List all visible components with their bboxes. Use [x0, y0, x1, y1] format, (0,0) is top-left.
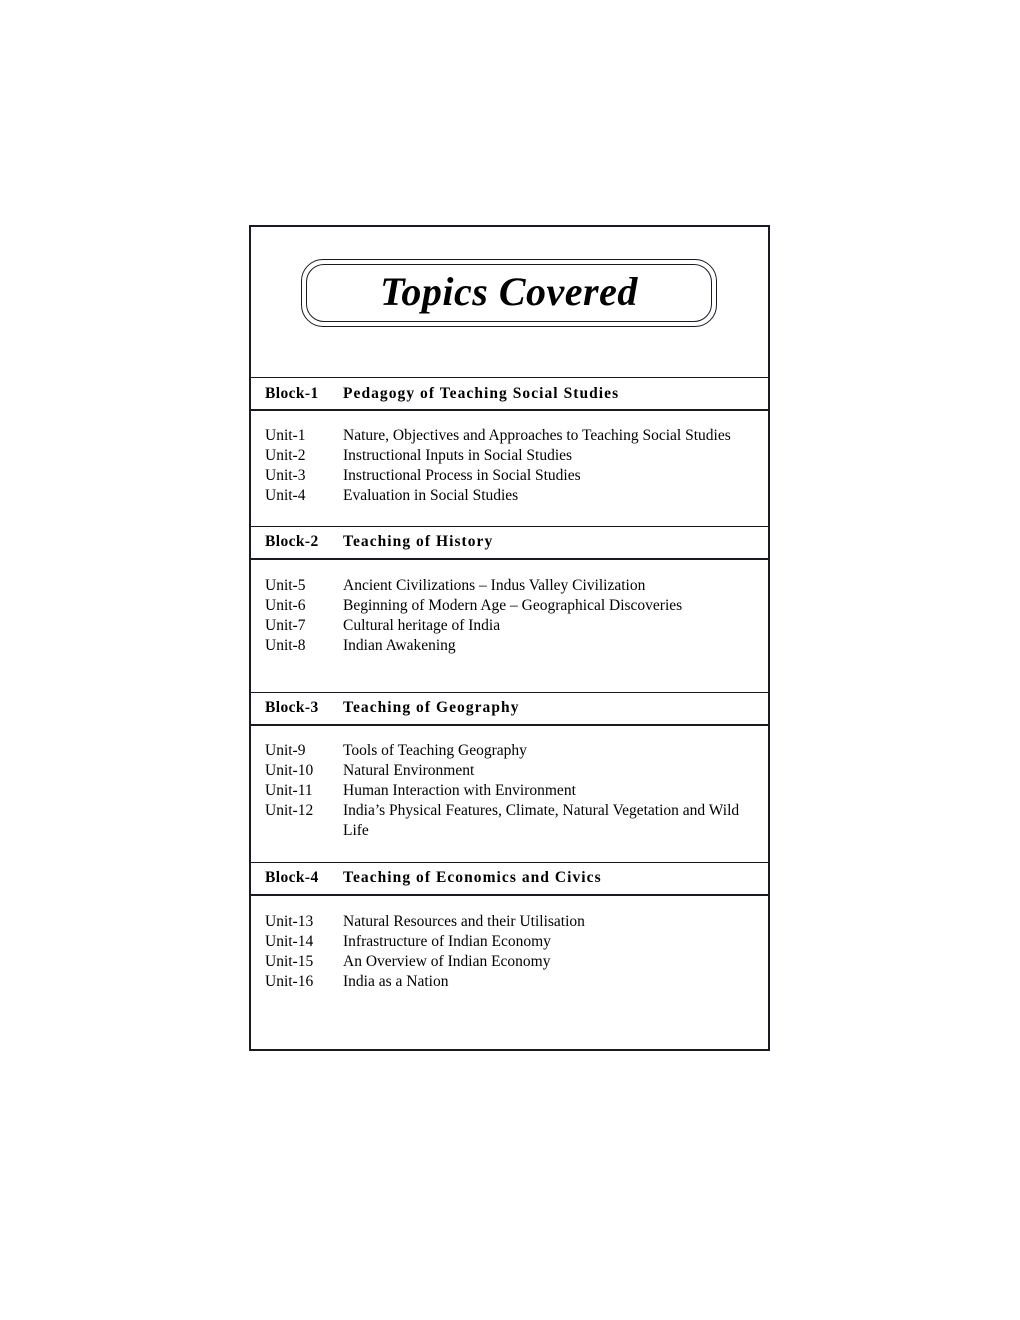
unit-row — [265, 446, 756, 466]
unit-title: Instructional Process in Social Studies — [343, 466, 581, 484]
unit-row — [265, 741, 756, 761]
block-label: Block-1 — [265, 384, 319, 402]
block-header-1 — [251, 378, 768, 411]
block-title: Teaching of History — [343, 533, 494, 551]
unit-title: An Overview of Indian Economy — [343, 952, 551, 970]
unit-row — [265, 616, 756, 636]
block-header-4 — [251, 863, 768, 896]
block-label: Block-2 — [265, 533, 319, 551]
block-units-3 — [251, 726, 768, 863]
unit-row — [265, 761, 756, 781]
unit-row — [265, 426, 756, 446]
unit-row — [265, 576, 756, 596]
unit-label: Unit-12 — [265, 801, 314, 819]
block-header-3 — [251, 693, 768, 726]
unit-label: Unit-5 — [265, 576, 306, 594]
unit-title: Evaluation in Social Studies — [343, 486, 519, 504]
unit-label: Unit-15 — [265, 952, 314, 970]
unit-title: Instructional Inputs in Social Studies — [343, 446, 573, 464]
unit-label: Unit-6 — [265, 596, 306, 614]
title-badge-inner-border — [306, 264, 712, 322]
unit-label: Unit-11 — [265, 781, 313, 799]
unit-title: Cultural heritage of India — [343, 616, 501, 634]
block-title: Pedagogy of Teaching Social Studies — [343, 384, 620, 402]
unit-row — [265, 972, 756, 992]
unit-title: Beginning of Modern Age – Geographical Discoveries — [343, 596, 683, 614]
unit-title: Infrastructure of Indian Economy — [343, 932, 551, 950]
unit-row — [265, 912, 756, 932]
block-units-2 — [251, 560, 768, 693]
unit-title: Indian Awakening — [343, 636, 456, 654]
block-title: Teaching of Geography — [343, 699, 520, 717]
unit-title: Natural Environment — [343, 761, 475, 779]
unit-title: India’s Physical Features, Climate, Natural Vegetation and Wild Life — [343, 801, 740, 839]
unit-row — [265, 466, 756, 486]
unit-label: Unit-10 — [265, 761, 314, 779]
unit-row — [265, 932, 756, 952]
unit-row — [265, 486, 756, 506]
block-header-2 — [251, 527, 768, 560]
unit-label: Unit-1 — [265, 427, 306, 444]
unit-label: Unit-13 — [265, 912, 314, 930]
page-title: Topics Covered — [380, 268, 638, 314]
unit-label: Unit-4 — [265, 486, 306, 504]
unit-row — [265, 952, 756, 972]
unit-row — [265, 781, 756, 801]
unit-title: India as a Nation — [343, 972, 449, 990]
block-units-4 — [251, 896, 768, 1032]
unit-title: Natural Resources and their Utilisation — [343, 912, 585, 930]
unit-label: Unit-9 — [265, 741, 306, 759]
title-badge-outer-border — [301, 259, 717, 327]
unit-title: Nature, Objectives and Approaches to Teaching Social Studies — [343, 427, 731, 444]
topics-covered-table — [249, 225, 770, 1051]
unit-label: Unit-16 — [265, 972, 314, 990]
block-units-1 — [251, 411, 768, 527]
block-label: Block-3 — [265, 699, 319, 717]
unit-row — [265, 636, 756, 656]
unit-label: Unit-14 — [265, 932, 314, 950]
unit-title: Ancient Civilizations – Indus Valley Civilization — [343, 576, 646, 594]
title-band — [251, 227, 768, 378]
unit-row — [265, 801, 756, 841]
unit-label: Unit-3 — [265, 466, 306, 484]
unit-label: Unit-8 — [265, 636, 306, 654]
unit-label: Unit-7 — [265, 616, 306, 634]
unit-row — [265, 596, 756, 616]
unit-title: Tools of Teaching Geography — [343, 741, 527, 759]
block-label: Block-4 — [265, 869, 319, 887]
unit-title: Human Interaction with Environment — [343, 781, 576, 799]
block-title: Teaching of Economics and Civics — [343, 869, 602, 887]
unit-label: Unit-2 — [265, 446, 306, 464]
